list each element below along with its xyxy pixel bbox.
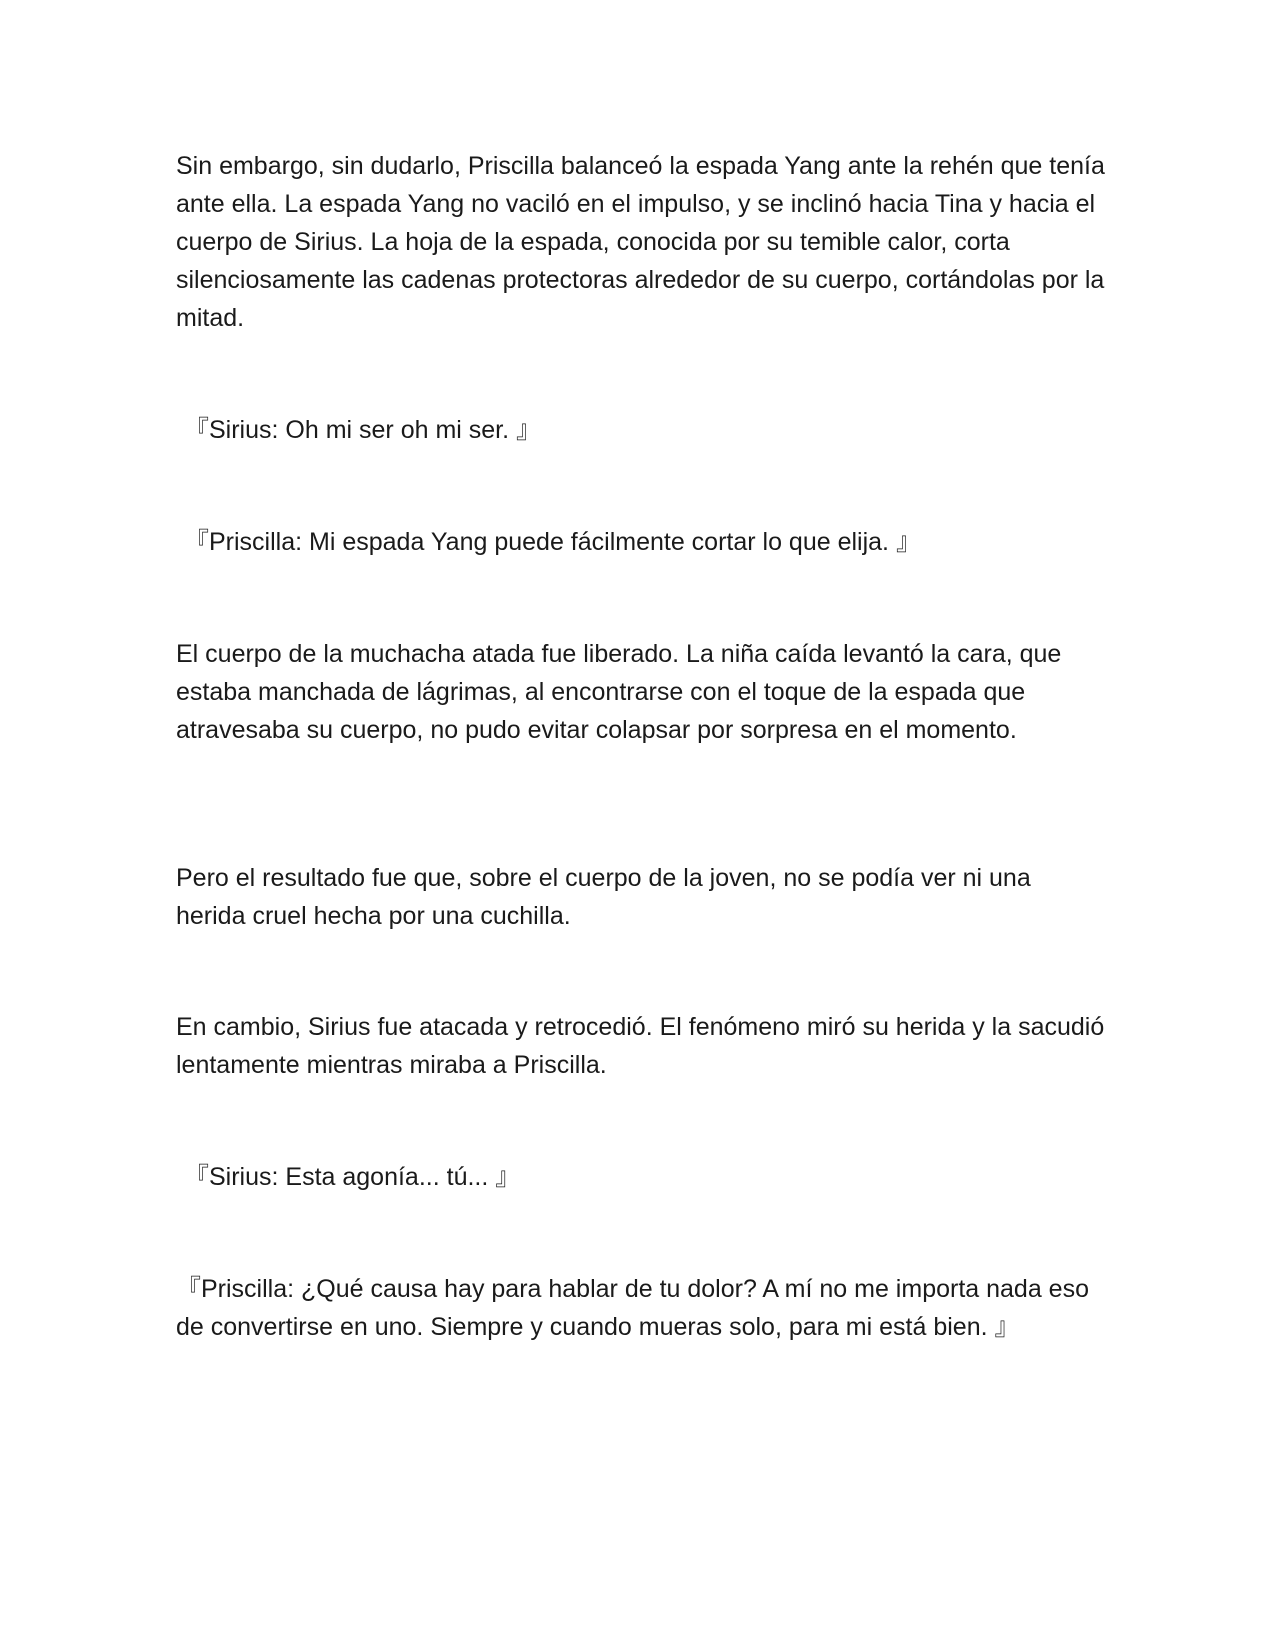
dialogue-sirius-oh-my-being: 『Sirius: Oh mi ser oh mi ser. 』 bbox=[184, 416, 542, 444]
paragraph-sirius-retreats: En cambio, Sirius fue atacada y retrocedió. El fenómeno miró su herida y la sacudió lentamente mientras miraba a Priscilla. bbox=[176, 1013, 1105, 1079]
paragraph-girl-freed: El cuerpo de la muchacha atada fue liberado. La niña caída levantó la cara, que estaba manchada de lágrimas, al encontrarse con el toque de la espada que atravesaba su cuerpo, no pudo evitar colapsar por sorpresa en el momento. bbox=[176, 640, 1062, 744]
dialogue-priscilla-pain: 『Priscilla: ¿Qué causa hay para hablar de tu dolor? A mí no me importa nada eso de convertirse en uno. Siempre y cuando mueras solo, para mi está bien. 』 bbox=[176, 1275, 1089, 1341]
dialogue-priscilla-yang-sword: 『Priscilla: Mi espada Yang puede fácilmente cortar lo que elija. 』 bbox=[184, 528, 921, 556]
paragraph-priscilla-swings-sword: Sin embargo, sin dudarlo, Priscilla balanceó la espada Yang ante la rehén que tenía ante ella. La espada Yang no vaciló en el impulso, y se inclinó hacia Tina y hacia el cuerpo de Sirius. La hoja de la espada, conocida por su temible calor, corta silenciosamente las cadenas protectoras alrededor de su cuerpo, cortándolas por la mitad. bbox=[176, 152, 1105, 332]
paragraph-no-wound: Pero el resultado fue que, sobre el cuerpo de la joven, no se podía ver ni una herida cruel hecha por una cuchilla. bbox=[176, 864, 1031, 930]
dialogue-sirius-agony: 『Sirius: Esta agonía... tú... 』 bbox=[184, 1163, 521, 1191]
